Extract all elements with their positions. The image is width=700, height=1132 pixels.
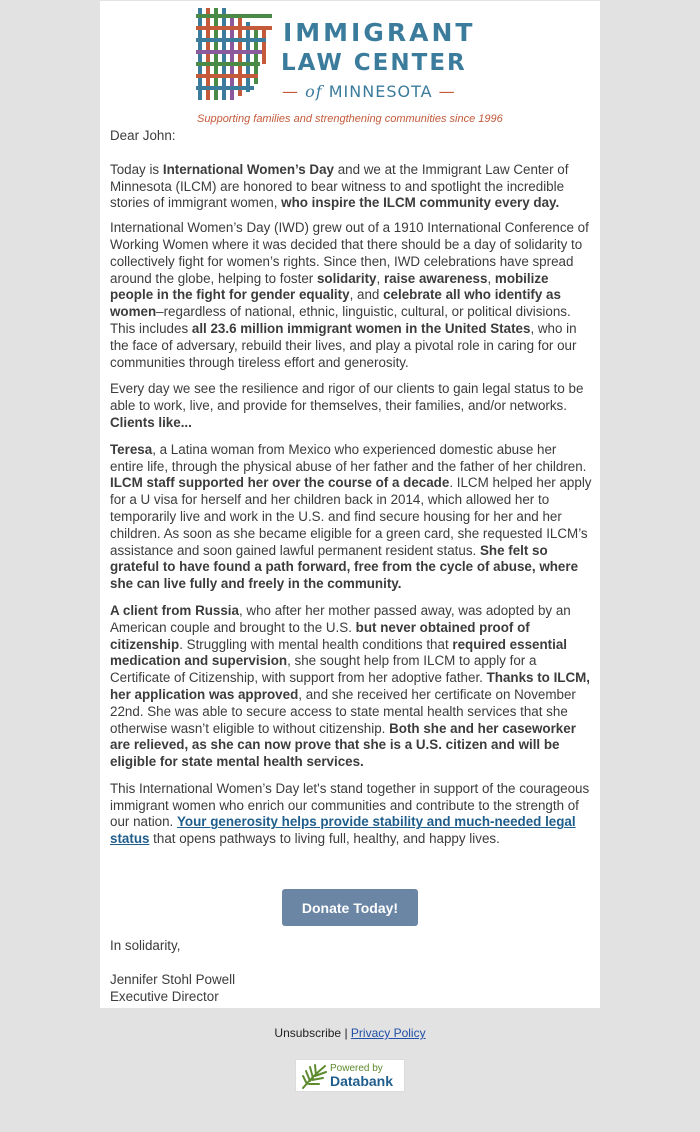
logo-of: of	[305, 82, 323, 101]
logo-line-immigrant: IMMIGRANT	[283, 18, 476, 47]
logo-line-minnesota	[282, 82, 456, 101]
email-card	[100, 1, 600, 1008]
bold-text: A client from Russia	[110, 602, 239, 618]
minnesota-map-icon	[188, 4, 278, 104]
bold-text: Thanks to ILCM, her application was approved	[110, 670, 591, 702]
bold-text: solidarity	[316, 270, 377, 286]
paragraph-teresa	[110, 442, 592, 593]
bold-text: Teresa	[110, 441, 153, 457]
donate-button-wrap	[282, 889, 418, 926]
ilcm-logo	[188, 4, 518, 126]
powered-by-databank-badge[interactable]	[295, 1059, 405, 1092]
text: Today is	[110, 161, 163, 177]
closing: In solidarity,	[110, 938, 181, 953]
email-body	[110, 128, 592, 848]
paragraph-intro	[110, 162, 592, 212]
bold-text: celebrate all who identify as women	[110, 287, 561, 320]
logo-minnesota: MINNESOTA	[328, 82, 433, 101]
text: . Struggling with mental health conditions that	[179, 636, 453, 652]
text: , who in the face of adversary, rebuild their lives, and play a pivotal role in caring for our communities through tireless effort and generosity.	[110, 320, 577, 370]
bold-text: Clients like...	[110, 414, 192, 430]
logo-dash: —	[282, 82, 299, 101]
text: , she sought help from ILCM to apply for a Certificate of Citizenship, with support from her adoptive father.	[110, 653, 537, 686]
bold-text: Both she and her caseworker are relieved, as she can now prove that she is a U.S. citizen and will be eligible for state mental health services.	[110, 720, 576, 770]
text: , and	[349, 287, 384, 303]
logo-line-law-center: LAW CENTER	[281, 50, 467, 76]
text: , a Latina woman from Mexico who experienced domestic abuse her entire life, through the physical abuse of her father and the father of her children.	[110, 441, 587, 474]
text: , who after her mother passed away, was adopted by an American couple and brought to the U.S.	[110, 602, 571, 635]
signature	[110, 938, 235, 1005]
bold-text: mobilize people in the fight for gender equality	[110, 270, 549, 303]
bold-text: who inspire the ILCM community every day.	[281, 195, 560, 211]
text: This International Women’s Day let's stand together in support of the courageous immigrant women who enrich our communities and contribute to the strength of our nation.	[110, 780, 590, 830]
separator: |	[341, 1026, 351, 1040]
databank-leaf-icon	[299, 1062, 329, 1090]
logo-tagline: Supporting families and strengthening communities since 1996	[197, 113, 503, 125]
generosity-link[interactable]: Your generosity helps provide stability and much-needed legal status	[110, 814, 576, 847]
powered-by-label: Powered by	[330, 1063, 383, 1074]
databank-label: Databank	[330, 1073, 394, 1089]
text: International Women’s Day (IWD) grew out of a 1910 International Conference of Working Women where it was decided that there should be a day of solidarity to collectively fight for women’s rights. Since then, IWD celebrations have spread around the globe, helping to foster	[110, 220, 589, 286]
signer-title: Executive Director	[110, 988, 219, 1004]
text: Every day we see the resilience and rigor of our clients to gain legal status to be able to work, live, and provide for themselves, their families, and/or networks.	[110, 381, 584, 414]
text: and we at the Immigrant Law Center of Minnesota (ILCM) are honored to bear witness to and spotlight the incredible stories of immigrant women,	[110, 161, 569, 211]
donate-button[interactable]: Donate Today!	[282, 889, 418, 926]
text: –regardless of national, ethnic, linguistic, cultural, or political divisions. This includes	[110, 304, 571, 336]
paragraph-call-to-action	[110, 781, 592, 848]
bold-text: all 23.6 million immigrant women in the United States	[191, 320, 531, 336]
logo-dash: —	[438, 82, 456, 101]
privacy-policy-link[interactable]: Privacy Policy	[350, 1026, 426, 1040]
bold-text: required essential medication and supervision	[110, 636, 568, 669]
bold-text: but never obtained proof of citizenship	[110, 619, 530, 652]
paragraph-russia-client	[110, 603, 592, 771]
signer-name: Jennifer Stohl Powell	[110, 971, 236, 987]
text: , and she received her certificate on November 22nd. She was able to secure access to state mental health services that she otherwise wasn’t eligible to without citizenship.	[110, 686, 576, 736]
greeting: Dear John:	[110, 128, 176, 143]
text: that opens pathways to living full, healthy, and happy lives.	[149, 831, 500, 847]
paragraph-resilience	[110, 381, 592, 431]
bold-text: International Women’s Day	[162, 161, 334, 177]
paragraph-iwd-history	[110, 220, 592, 371]
unsubscribe-text[interactable]: Unsubscribe	[274, 1026, 342, 1040]
footer-links	[0, 1026, 700, 1040]
bold-text: She felt so grateful to have found a path forward, free from the cycle of abuse, where she can live fully and freely in the community.	[110, 542, 579, 592]
bold-text: ILCM staff supported her over the course of a decade	[110, 475, 450, 491]
text: . ILCM helped her apply for a U visa for herself and her children back in 2014, which allowed her to temporarily live and work in the U.S. and find secure housing for her and her children. As soon as she became eligible for a green card, she requested ILCM’s assistance and soon gained lawful permanent resident status.	[110, 475, 592, 558]
text: ,	[487, 270, 495, 286]
bold-text: raise awareness	[383, 270, 488, 286]
text: ,	[376, 270, 384, 286]
